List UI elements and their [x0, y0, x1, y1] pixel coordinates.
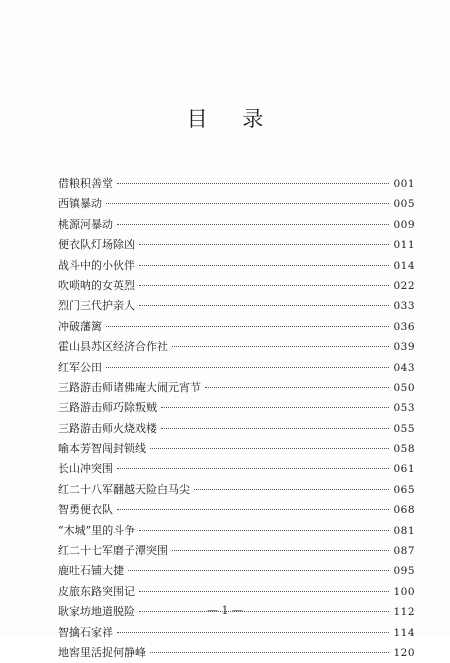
toc-entry-page: 081: [393, 524, 415, 537]
toc-entry: [58, 623, 415, 643]
toc-entry: [58, 358, 415, 378]
toc-entry-page: 100: [393, 585, 415, 598]
toc-entry-title: 借粮积善堂: [58, 177, 113, 190]
toc-entry-title: 红二十七军磨子潭突围: [58, 544, 168, 558]
toc-entry-title: 战斗中的小伙伴: [58, 258, 135, 272]
toc-entry-title: 长山冲突围: [58, 462, 113, 476]
toc-entry-title: 鹿吐石铺大捷: [58, 564, 124, 578]
toc-entry-title: 冲破藩篱: [58, 319, 102, 333]
toc-entry-title: 地窖里活捉何静峰: [58, 645, 146, 659]
toc-entry: [58, 317, 415, 337]
toc-entry-title: 便衣队灯场除凶: [58, 238, 135, 252]
dot-leader: [139, 305, 389, 306]
dot-leader: [139, 530, 389, 531]
dot-leader: [117, 224, 389, 225]
toc-entry: [58, 276, 415, 296]
toc-entry-title: 耿家坊地道脱险: [58, 605, 135, 619]
toc-heading: 目 录: [186, 107, 278, 131]
toc-entry: [58, 582, 415, 602]
toc-entry: [58, 480, 415, 500]
toc-entry: [58, 643, 415, 663]
toc-entry-title: “木城”里的斗争: [58, 523, 136, 537]
toc-entry-page: 005: [393, 198, 415, 211]
toc-entry: [58, 296, 415, 316]
toc-entry-title: 三路游击师巧除叛贼: [58, 401, 157, 415]
toc-entry: [58, 500, 415, 520]
dot-leader: [117, 183, 389, 184]
toc-entry-page: 112: [393, 606, 415, 619]
dot-leader: [106, 326, 389, 327]
toc-entry-title: 智勇便衣队: [58, 503, 113, 517]
dot-leader: [172, 346, 389, 347]
toc-entry: [58, 256, 415, 276]
toc-entry-title: 西镇暴动: [58, 197, 102, 211]
toc-entry-title: 三路游击师火烧戏楼: [58, 421, 157, 435]
toc-entry: [58, 215, 415, 235]
toc-entry: [58, 378, 415, 398]
toc-entry-page: 033: [393, 300, 415, 313]
toc-entry-page: 095: [393, 565, 415, 578]
toc-entry-page: 065: [393, 483, 415, 496]
toc-entry-page: 039: [393, 341, 415, 354]
dot-leader: [172, 550, 389, 551]
toc-entry-title: 智擒石家祥: [58, 625, 113, 639]
toc-entry-page: 087: [393, 545, 415, 558]
toc-entry-title: 红军公田: [58, 360, 102, 374]
toc-entry-page: 050: [393, 381, 415, 394]
dot-leader: [139, 591, 389, 592]
toc-entry: [58, 439, 415, 459]
toc-entry-page: 009: [393, 218, 415, 231]
dot-leader: [161, 407, 389, 408]
dot-leader: [117, 632, 389, 633]
toc-entry-title: 霍山县苏区经济合作社: [58, 340, 168, 354]
dot-leader: [161, 428, 389, 429]
dot-leader: [139, 244, 389, 245]
dot-leader: [139, 285, 389, 286]
toc-entry-page: 014: [393, 259, 415, 272]
dot-leader: [205, 387, 389, 388]
page-number: — 1 —: [207, 604, 243, 617]
dot-leader: [106, 203, 389, 204]
toc-entry-title: 桃源河暴动: [58, 217, 113, 231]
toc-entry-page: 001: [393, 178, 415, 190]
toc-entry-title: 三路游击师诸佛庵大闹元宵节: [58, 380, 201, 394]
toc-entry-page: 058: [393, 443, 415, 456]
dot-leader: [117, 509, 389, 510]
toc-entry-page: 053: [393, 402, 415, 415]
dot-leader: [194, 489, 389, 490]
table-of-contents: [58, 174, 415, 663]
toc-entry-page: 114: [393, 626, 415, 639]
toc-entry-page: 043: [393, 361, 415, 374]
toc-entry: [58, 561, 415, 581]
toc-entry: [58, 541, 415, 561]
toc-entry-title: 吹唢呐的女英烈: [58, 278, 135, 292]
dot-leader: [150, 652, 389, 653]
toc-entry: [58, 174, 415, 194]
toc-entry-title: 红二十八军翻越天险白马尖: [58, 482, 190, 496]
toc-entry: [58, 459, 415, 479]
toc-entry: [58, 521, 415, 541]
dot-leader: [106, 367, 389, 368]
dot-leader: [150, 448, 389, 449]
dot-leader: [139, 265, 389, 266]
toc-entry-page: 011: [393, 239, 415, 252]
toc-entry-page: 036: [393, 320, 415, 333]
dot-leader: [117, 468, 389, 469]
toc-entry: [58, 337, 415, 357]
toc-entry-title: 喻本芳智闯封锁线: [58, 442, 146, 456]
toc-entry-page: 022: [393, 279, 415, 292]
toc-entry: [58, 419, 415, 439]
toc-entry-page: 055: [393, 422, 415, 435]
toc-entry-page: 061: [393, 463, 415, 476]
toc-entry: [58, 194, 415, 214]
toc-entry-page: 068: [393, 504, 415, 517]
dot-leader: [128, 570, 389, 571]
toc-entry-page: 120: [393, 646, 415, 659]
toc-entry-title: 皮旅东路突围记: [58, 584, 135, 598]
toc-entry: [58, 398, 415, 418]
toc-entry-title: 烈门三代护亲人: [58, 299, 135, 313]
toc-entry: [58, 235, 415, 255]
